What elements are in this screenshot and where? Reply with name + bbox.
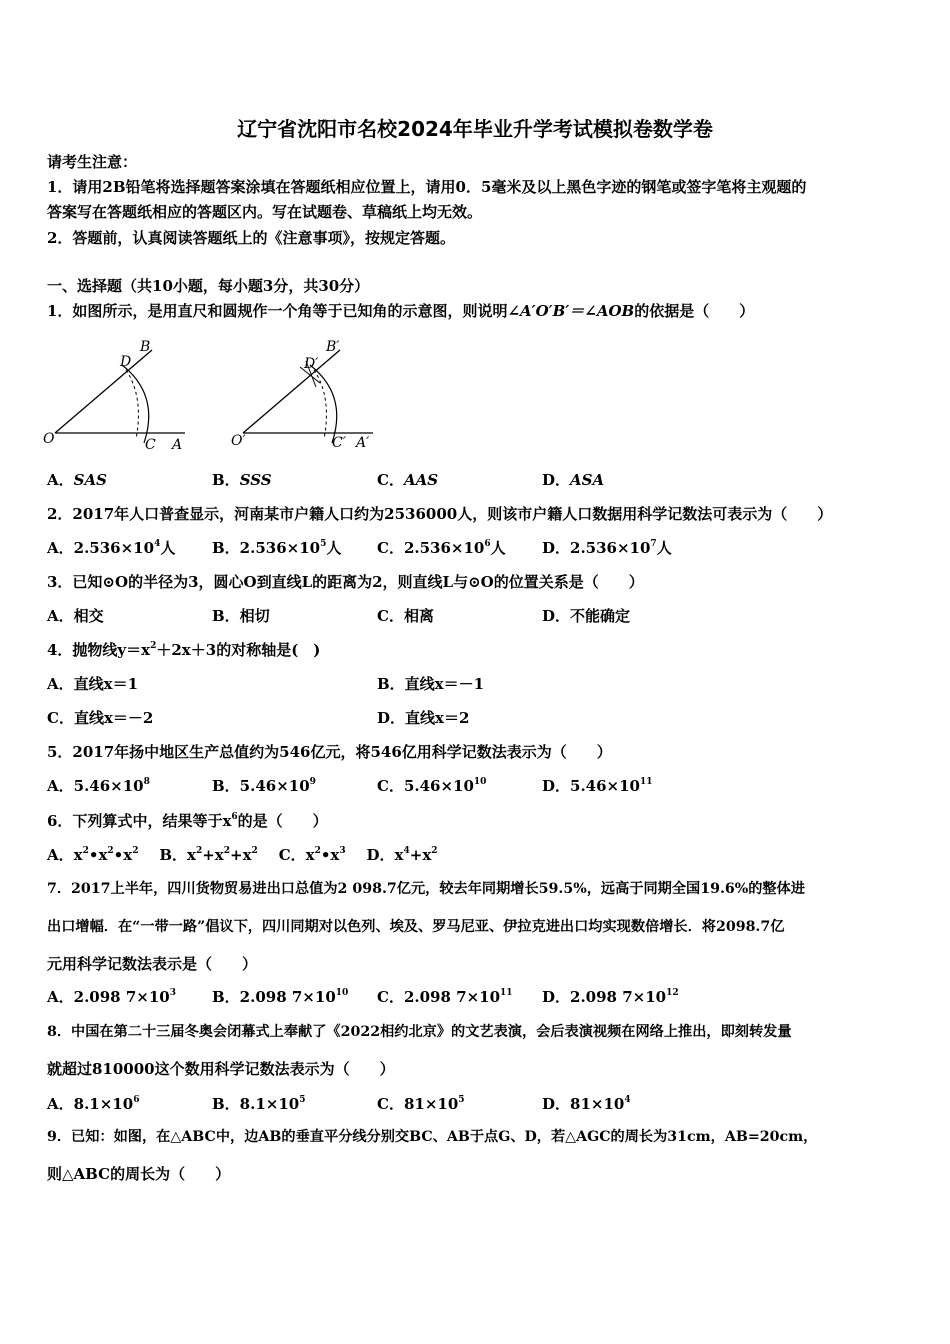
notice-item-2: 2．答题前，认真阅读答题纸上的《注意事项》，按规定答题。 — [47, 229, 455, 247]
q7-option-b: B．2.098 $7\times 10^{10}$ — [212, 988, 349, 1006]
label-A: A — [172, 437, 183, 453]
q7-line-3: 元用科学记数法表示是（ ） — [47, 955, 258, 973]
q5-option-b: B．$5.46\times 10^9$ — [212, 777, 316, 795]
q3-option-a: A．相交 — [47, 607, 104, 625]
q5-stem: 5．2017年扬中地区生产总值约为546亿元，将546亿用科学记数法表示为（ ） — [47, 743, 612, 761]
label-D: D — [120, 354, 132, 370]
q4-option-c: C．直线x＝－2 — [47, 709, 154, 727]
q1-figure-left — [40, 335, 200, 455]
section-heading: 一、选择题（共10小题，每小题3分，共30分） — [47, 277, 370, 295]
q8-option-d: D．$81\times 10^4$ — [542, 1095, 631, 1113]
label-O: O — [43, 431, 55, 447]
q7-line-1: 7．2017上半年，四川货物贸易进出口总值为2 098.7亿元，较去年同期增长59.5%，远高于同期全国19.6%的整体进 — [47, 881, 805, 897]
label-O-prime: O′ — [231, 433, 246, 449]
q6-option-d: D．$x^4+x^2$ — [366, 846, 438, 864]
q7-option-a: A．2.098 $7\times 10^3$ — [47, 988, 176, 1006]
label-C: C — [145, 437, 156, 453]
q4-option-b: B．直线x＝－1 — [377, 675, 485, 693]
q8-option-b: B．$8.1\times 10^5$ — [212, 1095, 306, 1113]
label-B-prime: B′ — [326, 339, 340, 355]
page-title: 辽宁省沈阳市名校2024年毕业升学考试模拟卷数学卷 — [237, 117, 713, 141]
q6-stem: 6．下列算式中，结果等于$x^6$的是（ ） — [47, 812, 328, 830]
q5-option-a: A．$5.46\times 10^8$ — [47, 777, 150, 795]
q6-option-c: C．$x^2•x^3$ — [278, 846, 346, 864]
q1-option-a: A．SAS — [47, 471, 107, 489]
q6-option-b: B．$x^2+x^2+x^2$ — [159, 846, 258, 864]
q6-option-a: A．$x^2•x^2•x^2$ — [47, 846, 139, 864]
q6-options — [47, 845, 438, 865]
q2-option-a: A．$2.536\times 10^4$人 — [47, 539, 176, 557]
q1-figure-right — [228, 335, 388, 455]
q8-option-c: C．$81\times 10^5$ — [377, 1095, 465, 1113]
notice-item-1b: 答案写在答题纸相应的答题区内。写在试题卷、草稿纸上均无效。 — [47, 203, 483, 221]
q1-option-c: C．AAS — [377, 471, 439, 489]
q2-option-c: C．$2.536\times 10^6$人 — [377, 539, 506, 557]
q4-stem: 4．抛物线$y=x^2+2x+3$的对称轴是( ) — [47, 641, 321, 659]
label-D-prime: D′ — [304, 356, 319, 372]
q3-option-c: C．相离 — [377, 607, 434, 625]
q7-option-d: D．2.098 $7\times 10^{12}$ — [542, 988, 679, 1006]
label-A-prime: A′ — [356, 435, 370, 451]
q3-stem: 3．已知⊙O的半径为3，圆心O到直线L的距离为2，则直线L与⊙O的位置关系是（ ） — [47, 573, 644, 591]
q1-option-b: B．SSS — [212, 471, 272, 489]
notice-heading: 请考生注意： — [47, 153, 138, 171]
notice-item-1a: 1．请用2B铅笔将选择题答案涂填在答题纸相应位置上，请用0．5毫米及以上黑色字迹的钢笔或签字笔将主观题的 — [47, 178, 807, 196]
q2-stem: 2．2017年人口普查显示，河南某市户籍人口约为2536000人，则该市户籍人口数据用科学记数法可表示为（ ） — [47, 505, 833, 523]
q3-option-b: B．相切 — [212, 607, 270, 625]
q2-option-d: D．$2.536\times 10^7$人 — [542, 539, 672, 557]
q8-option-a: A．$8.1\times 10^6$ — [47, 1095, 140, 1113]
label-C-prime: C′ — [332, 435, 346, 451]
label-B: B — [140, 339, 151, 355]
q1-option-d: D．ASA — [542, 471, 605, 489]
q2-option-b: B．$2.536\times 10^5$人 — [212, 539, 342, 557]
q7-option-c: C．2.098 $7\times 10^{11}$ — [377, 988, 513, 1006]
q9-line-1: 9．已知：如图，在△ABC中，边AB的垂直平分线分别交BC、AB于点G、D，若△AGC的周长为31cm，AB=20cm， — [47, 1129, 818, 1145]
q1-stem: 1．如图所示，是用直尺和圆规作一个角等于已知角的示意图，则说明∠A′O′B′＝∠AOB的依据是（ ） — [47, 302, 755, 320]
q4-option-d: D．直线x＝2 — [377, 709, 470, 727]
q9-line-2: 则△ABC的周长为（ ） — [47, 1165, 231, 1183]
q5-option-d: D．$5.46\times 10^{11}$ — [542, 777, 653, 795]
q8-line-1: 8．中国在第二十三届冬奥会闭幕式上奉献了《2022相约北京》的文艺表演，会后表演视频在网络上推出，即刻转发量 — [47, 1024, 792, 1040]
q8-line-2: 就超过810000这个数用科学记数法表示为（ ） — [47, 1060, 395, 1078]
q5-option-c: C．$5.46\times 10^{10}$ — [377, 777, 487, 795]
q7-line-2: 出口增幅．在“一带一路”倡议下，四川同期对以色列、埃及、罗马尼亚、伊拉克进出口均实现数倍增长．将2098.7亿 — [47, 919, 785, 935]
q4-option-a: A．直线x＝1 — [47, 675, 139, 693]
q1-stem-math: ∠A′O′B′＝∠AOB — [507, 302, 635, 320]
q3-option-d: D．不能确定 — [542, 607, 631, 625]
